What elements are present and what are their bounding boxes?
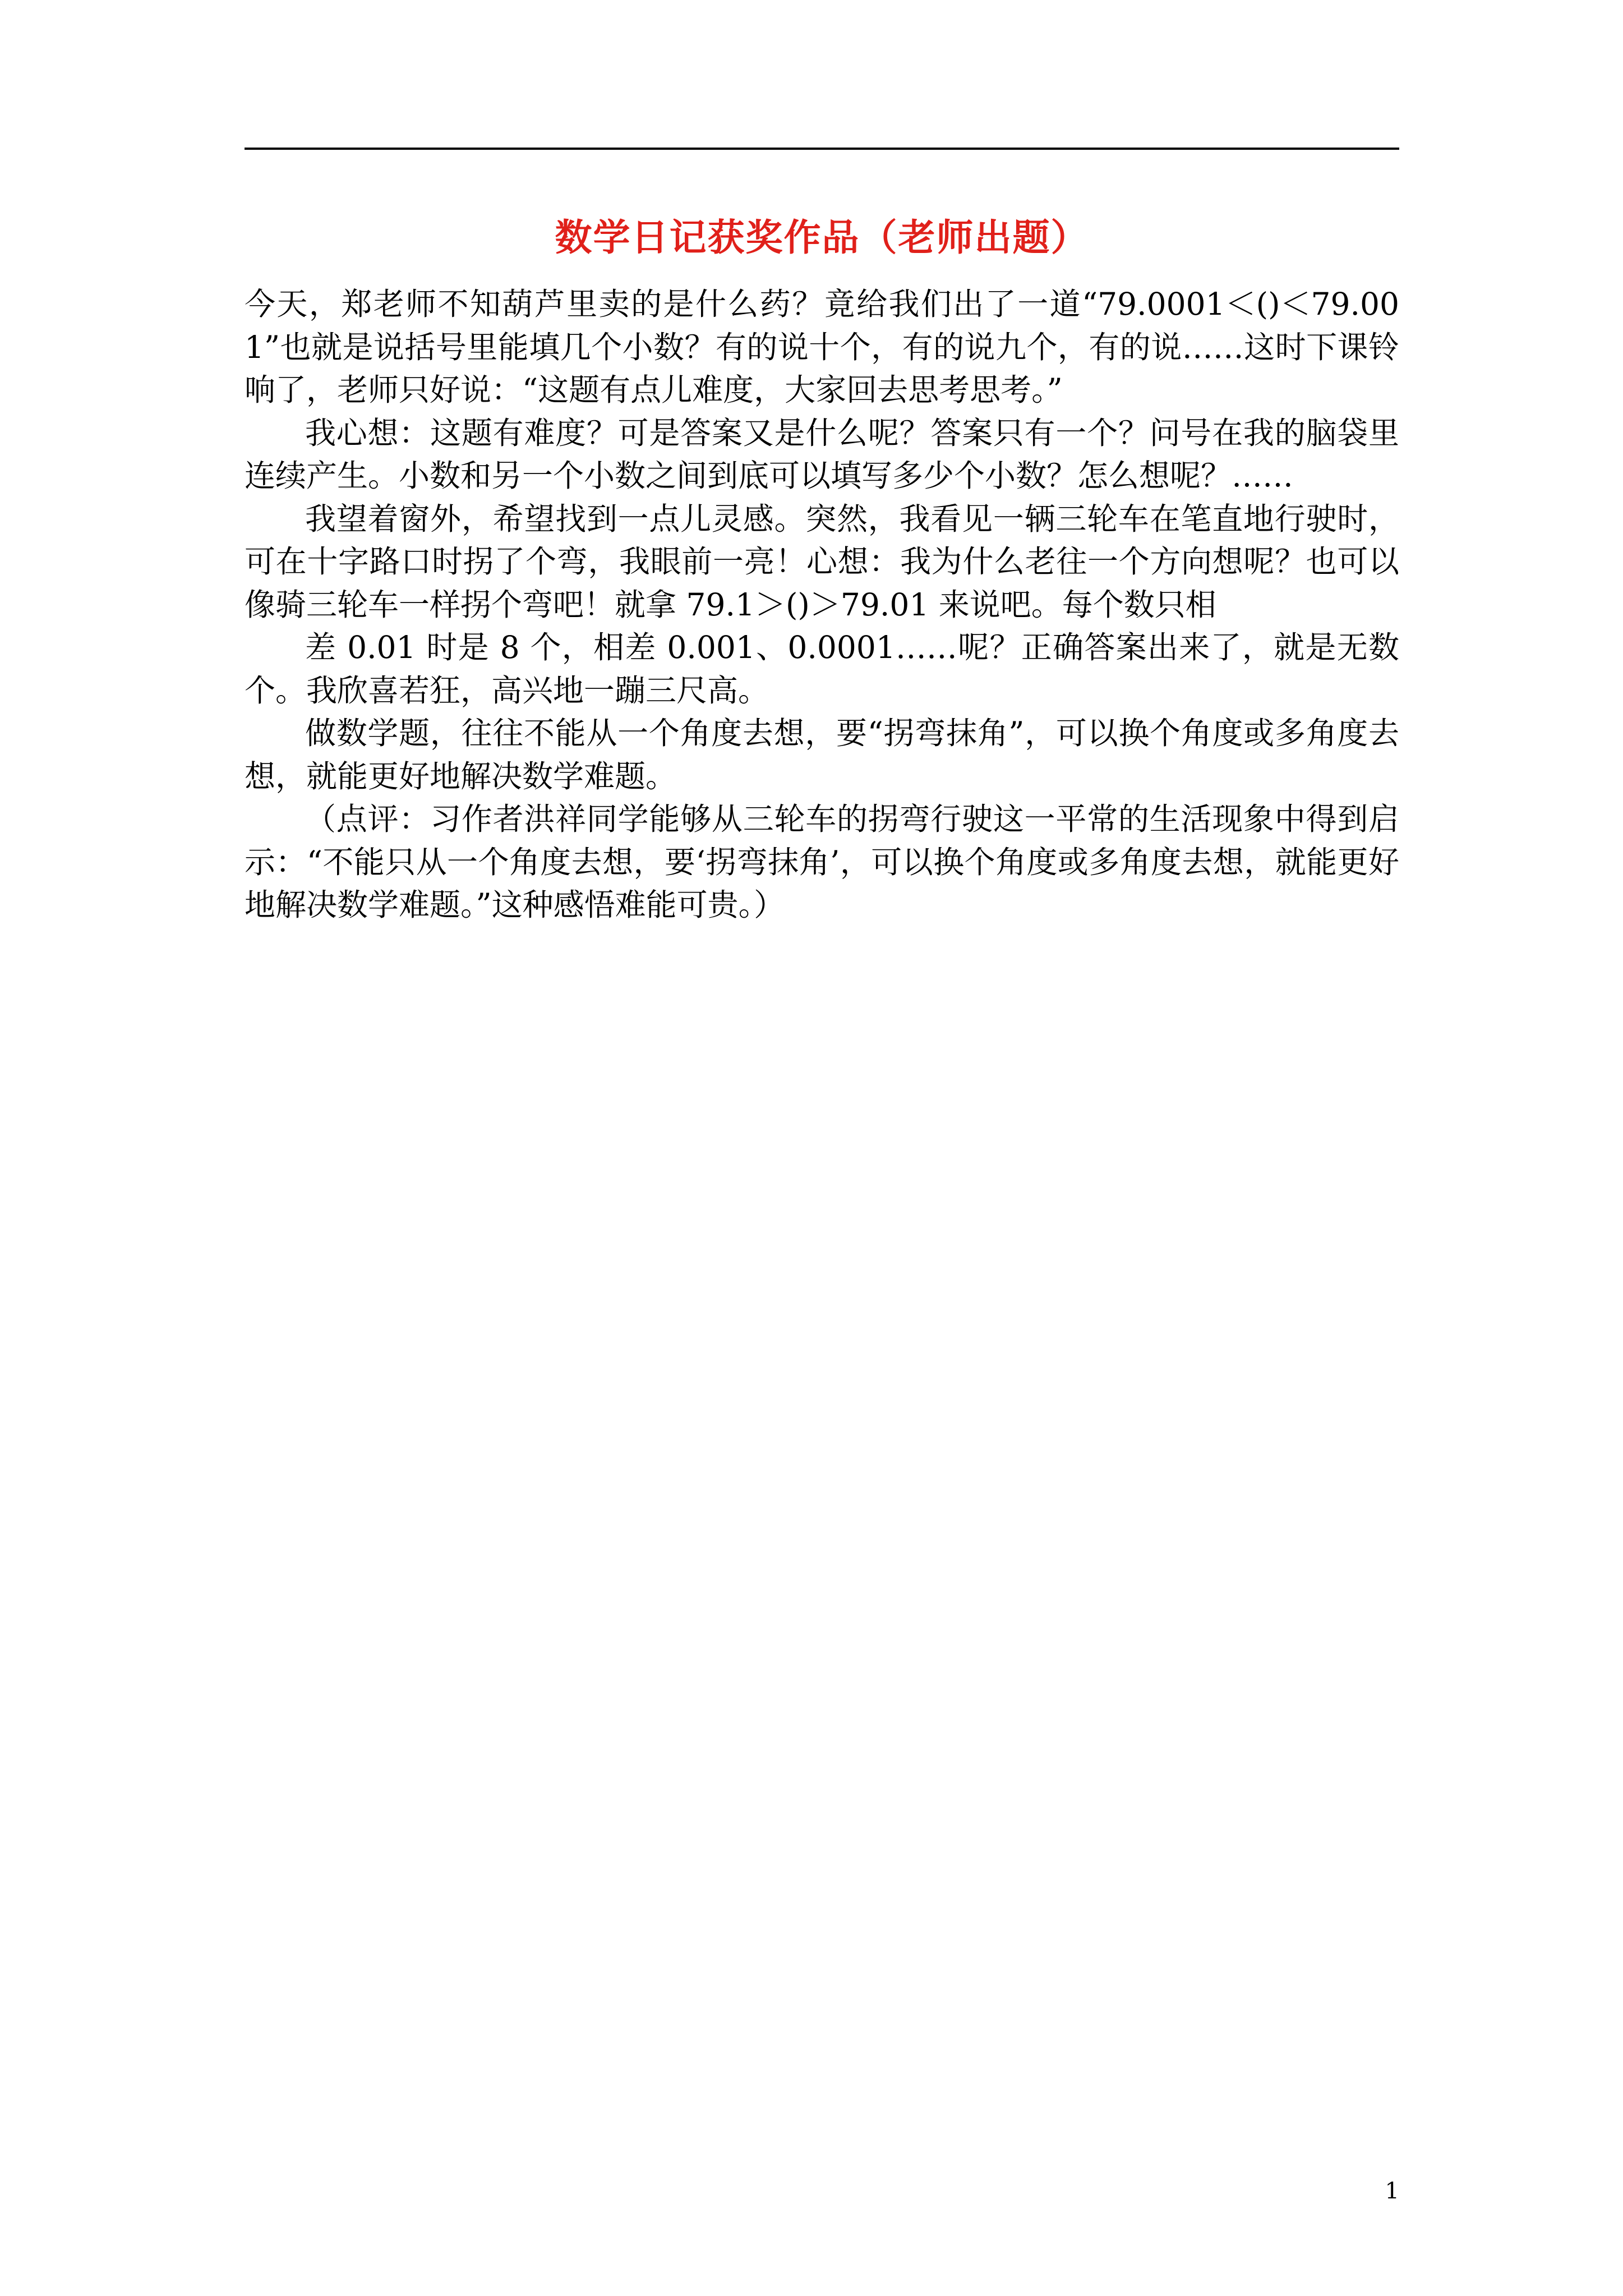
header-rule xyxy=(245,148,1399,150)
paragraph-intro: 今天，郑老师不知葫芦里卖的是什么药？竟给我们出了一道“79.0001＜()＜79.001”也就是说括号里能填几个小数？有的说十个，有的说九个，有的说……这时下课铃响了，老师只好说：“这题有点儿难度，大家回去思考思考。” xyxy=(245,286,1399,408)
document-body xyxy=(245,283,1399,927)
paragraph-conclusion: 做数学题，往往不能从一个角度去想，要“拐弯抹角”，可以换个角度或多角度去想，就能更好地解决数学难题。 xyxy=(245,715,1399,794)
paragraph-inspiration: 我望着窗外，希望找到一点儿灵感。突然，我看见一辆三轮车在笔直地行驶时，可在十字路口时拐了个弯，我眼前一亮！心想：我为什么老往一个方向想呢？也可以像骑三轮车一样拐个弯吧！就拿 79.1＞()＞79.01 来说吧。每个数只相 xyxy=(245,500,1399,623)
paragraph-thinking: 我心想：这题有难度？可是答案又是什么呢？答案只有一个？问号在我的脑袋里连续产生。小数和另一个小数之间到底可以填写多少个小数？怎么想呢？…… xyxy=(245,415,1399,494)
paragraph-comment: （点评：习作者洪祥同学能够从三轮车的拐弯行驶这一平常的生活现象中得到启示：“不能只从一个角度去想，要‘拐弯抹角’，可以换个角度或多角度去想，就能更好地解决数学难题。”这种感悟难能可贵。） xyxy=(245,801,1399,923)
paragraph-answer: 差 0.01 时是 8 个，相差 0.001、0.0001……呢？正确答案出来了，就是无数个。我欣喜若狂，高兴地一蹦三尺高。 xyxy=(245,629,1399,708)
document-title: 数学日记获奖作品（老师出题） xyxy=(555,215,1089,259)
page-number: 1 xyxy=(1385,2178,1399,2204)
